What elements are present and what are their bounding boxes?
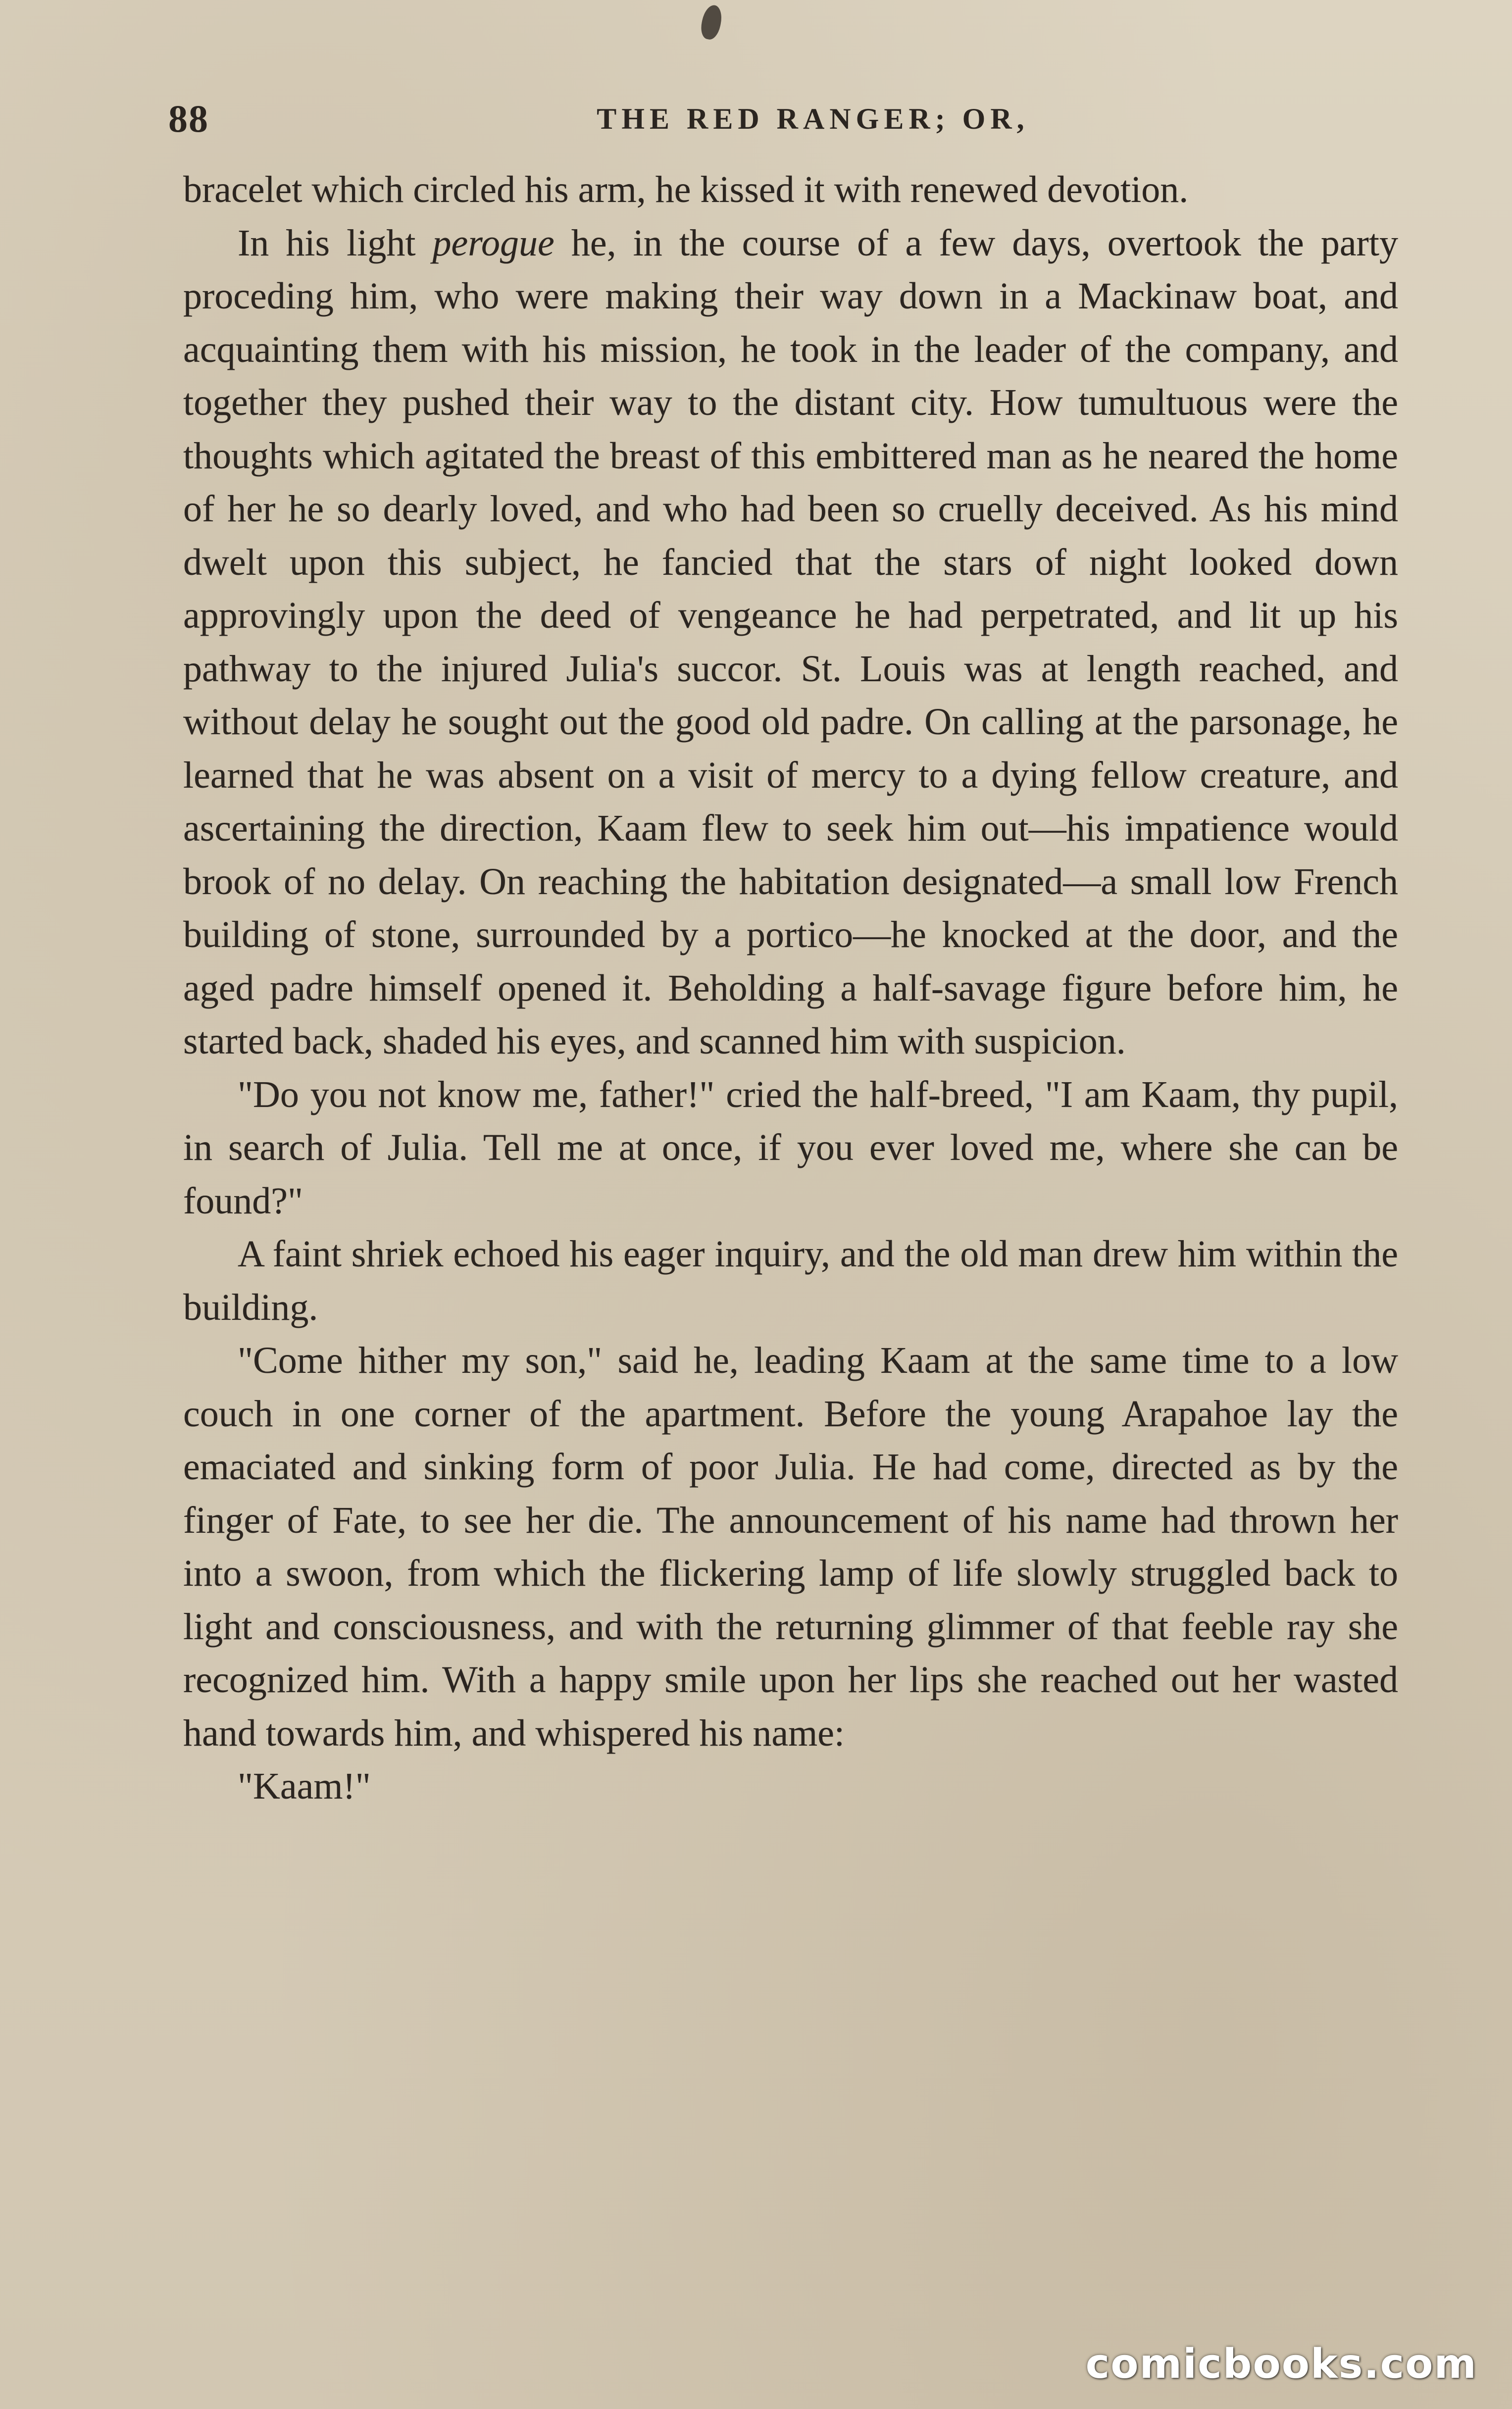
italic-word-perogue: perogue [432,222,554,264]
paragraph-1: bracelet which circled his arm, he kissed it with renewed devotion. [183,169,1189,210]
body-text [183,163,1398,1813]
paragraph-4: A faint shriek echoed his eager inquiry, and the old man drew him within the building. [183,1233,1398,1328]
paragraph-3: "Do you not know me, father!" cried the half-breed, "I am Kaam, thy pupil, in search of Julia. Tell me at once, if you ever loved me, where she can be found?" [183,1073,1398,1222]
page-number: 88 [168,97,209,140]
page-header [168,94,1398,144]
paragraph-2 [183,217,1398,1068]
watermark: comicbooks.com [1085,2341,1477,2388]
paragraph-5: "Come hither my son," said he, leading Kaam at the same time to a low couch in one corner of the apartment. Before the young Arapahoe lay the emaciated and sinking form of poor Julia. He had come, directed as by the finger of Fate, to see her die. The announcement of his name had thrown her into a swoon, from which the flickering lamp of life slowly struggled back to light and consciousness, and with the returning glimmer of that feeble ray she recognized him. With a happy smile upon her lips she reached out her wasted hand towards him, and whispered his name: [183,1340,1398,1754]
paragraph-2-rest: he, in the course of a few days, overtook the party proceding him, who were making their way down in a Mackinaw boat, and acquainting them with his mission, he took in the leader of the company, and together they pushed their way to the distant city. How tumultuous were the thoughts which agitated the breast of this embittered man as he neared the home of her he so dearly loved, and who had been so cruelly deceived. As his mind dwelt upon this subject, he fancied that the stars of night looked down approvingly upon the deed of vengeance he had perpetrated, and lit up his pathway to the injured Julia's succor. St. Louis was at length reached, and without delay he sought out the good old padre. On calling at the parsonage, he learned that he was absent on a visit of mercy to a dying fellow creature, and ascertaining the direction, Kaam flew to seek him out—his impatience would brook of no delay. On reaching the habitation designated—a small low French building of stone, surrounded by a portico—he knocked at the door, and the aged padre himself opened it. Beholding a half-savage figure before him, he started back, shaded his eyes, and scanned him with suspicion. [183,222,1398,1062]
paragraph-6: "Kaam!" [238,1765,371,1807]
paragraph-2-start: In his light [238,222,433,264]
running-head: THE RED RANGER; OR, [597,102,1029,135]
ink-blot [699,3,724,41]
